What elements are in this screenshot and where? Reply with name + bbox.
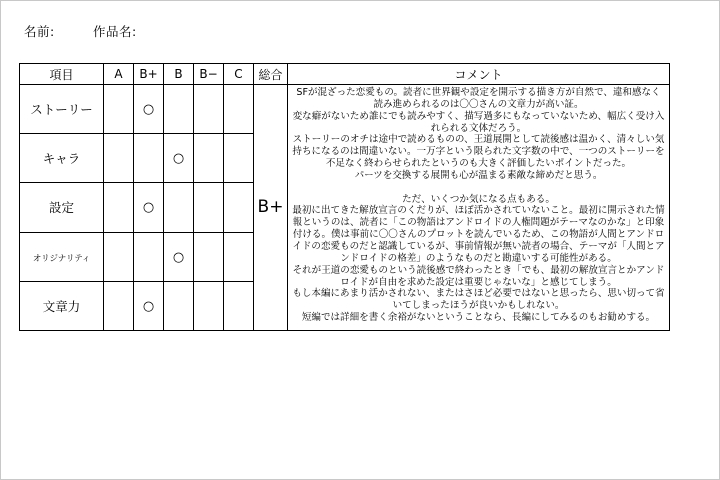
grade-cell bbox=[224, 134, 254, 183]
grade-cell bbox=[224, 232, 254, 281]
header-grade-b-minus: B− bbox=[194, 64, 224, 85]
comment-cell bbox=[288, 85, 670, 331]
overall-grade: B+ bbox=[257, 197, 284, 218]
grade-cell bbox=[164, 85, 194, 134]
name-label: 名前: bbox=[24, 24, 55, 39]
grade-cell bbox=[164, 232, 194, 281]
selected-mark: ○ bbox=[172, 151, 185, 167]
grade-cell bbox=[164, 134, 194, 183]
comment-paragraph: 変な癖がないため誰にでも読みやすく、描写過多にもなっていないため、幅広く受け入れられる文体だろう。 bbox=[292, 110, 665, 134]
table-header-row bbox=[20, 64, 670, 85]
row-label bbox=[20, 281, 104, 330]
header-comment: コメント bbox=[288, 64, 670, 85]
comment-body bbox=[288, 85, 669, 330]
header-grade-a: A bbox=[104, 64, 134, 85]
grade-cell bbox=[164, 281, 194, 330]
row-label bbox=[20, 85, 104, 134]
selected-mark: ○ bbox=[142, 102, 155, 118]
grade-cell bbox=[104, 281, 134, 330]
grade-cell bbox=[134, 183, 164, 232]
comment-paragraph: ただ、いくつか気になる点もある。 bbox=[402, 193, 555, 205]
work-title-label: 作品名: bbox=[93, 24, 137, 39]
grade-cell bbox=[224, 183, 254, 232]
grade-cell bbox=[194, 134, 224, 183]
row-label bbox=[20, 183, 104, 232]
row-label bbox=[20, 134, 104, 183]
comment-paragraph: SFが混ざった恋愛もの。読者に世界観や設定を開示する描き方が自然で、違和感なく読み進められるのは〇〇さんの文章力が高い証。 bbox=[296, 87, 661, 110]
comment-paragraph: それが王道の恋愛ものという読後感で終わったとき「でも、最初の解放宣言とかアンドロイドが自由を求めた設定は重要じゃないな」と感じてしまう。 bbox=[292, 264, 665, 288]
selected-mark: ○ bbox=[172, 249, 185, 265]
grade-cell bbox=[134, 134, 164, 183]
grade-cell bbox=[194, 281, 224, 330]
item-label: 文章力 bbox=[42, 298, 81, 314]
comment-paragraph: 短編では詳細を書く余裕がないということなら、長編にしてみるのもお勧めする。 bbox=[301, 312, 656, 324]
comment-paragraph: 最初に出てきた解放宣言のくだりが、ほぼ活かされていないこと。最初に開示された情報というのは、読者に「この物語はアンドロイドの人権問題がテーマなのかな」と印象付ける。僕は事前に〇〇さんのプロットを読んでいるため、この物語が人間とアンドロイドの恋愛ものだと認識しているが、事前情報が無い読者の場合、テーマが「人間とアンドロイドの格差」のようなものだと勘違いする可能性がある。 bbox=[292, 205, 665, 264]
header-grade-b: B bbox=[164, 64, 194, 85]
grade-cell bbox=[224, 281, 254, 330]
grade-cell bbox=[134, 85, 164, 134]
grade-cell bbox=[134, 281, 164, 330]
item-label: ストーリー bbox=[30, 102, 93, 118]
row-label bbox=[20, 232, 104, 281]
header-grade-c: C bbox=[224, 64, 254, 85]
grade-cell bbox=[194, 183, 224, 232]
grade-cell bbox=[164, 183, 194, 232]
table-row bbox=[20, 85, 670, 134]
grade-cell bbox=[104, 183, 134, 232]
comment-paragraph bbox=[292, 182, 665, 194]
overall-grade-cell bbox=[254, 85, 288, 331]
grade-cell bbox=[134, 232, 164, 281]
comment-paragraph: もし本編にあまり活かされない、またはさほど必要ではないと思ったら、思い切って省いてしまったほうが良いかもしれない。 bbox=[292, 288, 665, 312]
grade-cell bbox=[194, 85, 224, 134]
comment-paragraph: ストーリーのオチは途中で読めるものの、王道展開として読後感は温かく、清々しい気持ちになるのは間違いない。一万字という限られた文字数の中で、一つのストーリーを不足なく終わらせられたというのも大きく評価したいポイントだった。 bbox=[292, 134, 665, 170]
grade-cell bbox=[104, 232, 134, 281]
header-item: 項目 bbox=[20, 64, 104, 85]
header-grade-b-plus: B+ bbox=[134, 64, 164, 85]
grade-cell bbox=[224, 85, 254, 134]
item-label: 設定 bbox=[48, 200, 74, 216]
item-label: オリジナリティ bbox=[32, 253, 91, 264]
header-overall: 総合 bbox=[254, 64, 288, 85]
item-label: キャラ bbox=[42, 151, 81, 167]
comment-paragraph: パーツを交換する展開も心が温まる素敵な締めだと思う。 bbox=[354, 169, 603, 181]
selected-mark: ○ bbox=[142, 298, 155, 314]
selected-mark: ○ bbox=[142, 200, 155, 216]
grade-cell bbox=[104, 85, 134, 134]
evaluation-table bbox=[19, 63, 670, 331]
grade-cell bbox=[104, 134, 134, 183]
grade-cell bbox=[194, 232, 224, 281]
